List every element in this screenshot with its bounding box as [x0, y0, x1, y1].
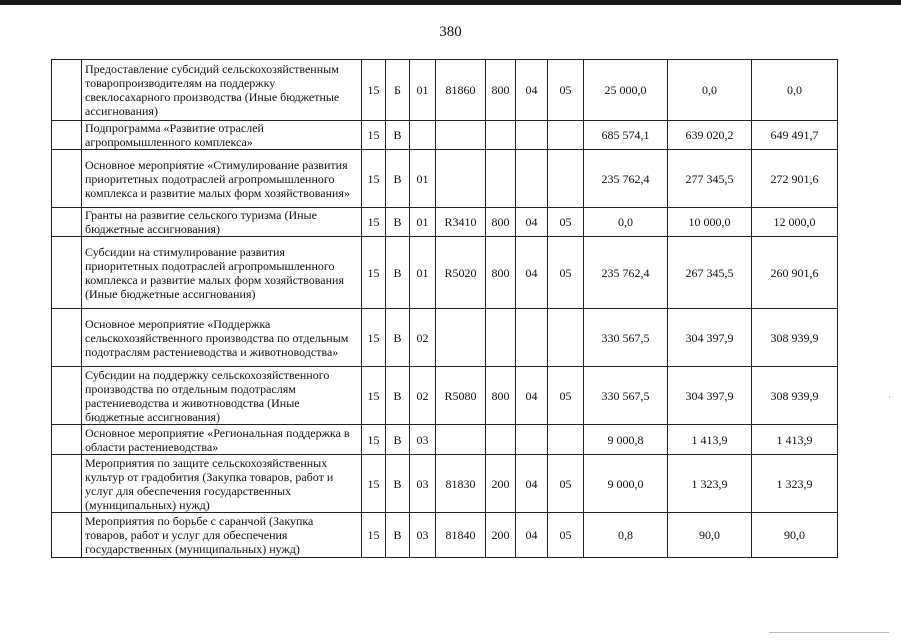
table-row	[52, 208, 838, 237]
item-name-cell: Мероприятия по борьбе с саранчой (Закупка товаров, работ и услуг для обеспечения государственных (муниципальных) нужд)	[82, 513, 362, 558]
code-cell-3: 01	[410, 208, 436, 237]
amount-cell-2: 1 413,9	[668, 425, 752, 455]
amount-cell-3: 90,0	[752, 513, 838, 558]
amount-cell-3: 649 491,7	[752, 121, 838, 150]
top-rule	[0, 0, 901, 5]
code-cell-4: R5080	[436, 367, 486, 425]
code-cell-6: 04	[516, 208, 548, 237]
code-cell-2: В	[386, 121, 410, 150]
amount-cell-2: 10 000,0	[668, 208, 752, 237]
code-cell-1: 15	[362, 121, 386, 150]
table-row	[52, 455, 838, 513]
code-cell-6: 04	[516, 455, 548, 513]
amount-cell-3: 0,0	[752, 60, 838, 121]
code-cell-2: В	[386, 208, 410, 237]
item-name-cell: Подпрограмма «Развитие отраслей агропромышленного комплекса»	[82, 121, 362, 150]
amount-cell-2: 639 020,2	[668, 121, 752, 150]
row-number-cell	[52, 150, 82, 208]
scan-mark: ·	[888, 392, 891, 402]
amount-cell-3: 308 939,9	[752, 367, 838, 425]
code-cell-2: В	[386, 425, 410, 455]
code-cell-7: 05	[548, 455, 584, 513]
scan-artifact-line	[769, 632, 889, 633]
amount-cell-3: 12 000,0	[752, 208, 838, 237]
amount-cell-1: 0,8	[584, 513, 668, 558]
code-cell-3: 02	[410, 309, 436, 367]
code-cell-4: 81830	[436, 455, 486, 513]
code-cell-5: 800	[486, 237, 516, 309]
budget-table	[51, 59, 838, 558]
row-number-cell	[52, 513, 82, 558]
code-cell-6: 04	[516, 367, 548, 425]
code-cell-3: 03	[410, 455, 436, 513]
table-row	[52, 513, 838, 558]
code-cell-3: 02	[410, 367, 436, 425]
code-cell-4	[436, 309, 486, 367]
code-cell-7	[548, 150, 584, 208]
code-cell-3: 01	[410, 150, 436, 208]
code-cell-3: 03	[410, 513, 436, 558]
code-cell-4: 81840	[436, 513, 486, 558]
code-cell-1: 15	[362, 150, 386, 208]
table-row	[52, 367, 838, 425]
amount-cell-3: 260 901,6	[752, 237, 838, 309]
row-number-cell	[52, 121, 82, 150]
code-cell-1: 15	[362, 425, 386, 455]
row-number-cell	[52, 425, 82, 455]
code-cell-3: 03	[410, 425, 436, 455]
amount-cell-1: 9 000,0	[584, 455, 668, 513]
amount-cell-2: 1 323,9	[668, 455, 752, 513]
code-cell-2: В	[386, 237, 410, 309]
code-cell-5: 800	[486, 367, 516, 425]
code-cell-6	[516, 150, 548, 208]
table-row	[52, 60, 838, 121]
code-cell-5	[486, 121, 516, 150]
amount-cell-1: 25 000,0	[584, 60, 668, 121]
code-cell-7: 05	[548, 60, 584, 121]
code-cell-6	[516, 121, 548, 150]
code-cell-5	[486, 309, 516, 367]
amount-cell-1: 235 762,4	[584, 150, 668, 208]
item-name-cell: Основное мероприятие «Региональная поддержка в области растениеводства»	[82, 425, 362, 455]
code-cell-4	[436, 425, 486, 455]
code-cell-7: 05	[548, 237, 584, 309]
code-cell-1: 15	[362, 60, 386, 121]
amount-cell-3: 1 323,9	[752, 455, 838, 513]
amount-cell-2: 304 397,9	[668, 367, 752, 425]
code-cell-5	[486, 425, 516, 455]
code-cell-4: R5020	[436, 237, 486, 309]
code-cell-2: В	[386, 367, 410, 425]
row-number-cell	[52, 367, 82, 425]
code-cell-1: 15	[362, 208, 386, 237]
code-cell-7: 05	[548, 513, 584, 558]
row-number-cell	[52, 455, 82, 513]
code-cell-3: 01	[410, 60, 436, 121]
code-cell-5: 200	[486, 455, 516, 513]
row-number-cell	[52, 208, 82, 237]
table-row	[52, 121, 838, 150]
amount-cell-1: 330 567,5	[584, 309, 668, 367]
code-cell-1: 15	[362, 513, 386, 558]
code-cell-2: В	[386, 455, 410, 513]
code-cell-2: Б	[386, 60, 410, 121]
code-cell-1: 15	[362, 455, 386, 513]
amount-cell-1: 0,0	[584, 208, 668, 237]
code-cell-6: 04	[516, 60, 548, 121]
row-number-cell	[52, 60, 82, 121]
code-cell-7	[548, 309, 584, 367]
code-cell-4	[436, 150, 486, 208]
code-cell-1: 15	[362, 367, 386, 425]
code-cell-6	[516, 309, 548, 367]
code-cell-5: 200	[486, 513, 516, 558]
code-cell-7	[548, 425, 584, 455]
amount-cell-2: 277 345,5	[668, 150, 752, 208]
code-cell-2: В	[386, 309, 410, 367]
table-row	[52, 309, 838, 367]
code-cell-6: 04	[516, 237, 548, 309]
table-row	[52, 425, 838, 455]
code-cell-2: В	[386, 513, 410, 558]
code-cell-1: 15	[362, 237, 386, 309]
code-cell-4	[436, 121, 486, 150]
code-cell-5: 800	[486, 60, 516, 121]
row-number-cell	[52, 309, 82, 367]
amount-cell-2: 267 345,5	[668, 237, 752, 309]
item-name-cell: Субсидии на стимулирование развития приоритетных подотраслей агропромышленного комплекса и развитие малых форм хозяйствования (Иные бюджетные ассигнования)	[82, 237, 362, 309]
amount-cell-2: 0,0	[668, 60, 752, 121]
code-cell-3	[410, 121, 436, 150]
code-cell-1: 15	[362, 309, 386, 367]
amount-cell-2: 304 397,9	[668, 309, 752, 367]
amount-cell-3: 1 413,9	[752, 425, 838, 455]
amount-cell-1: 685 574,1	[584, 121, 668, 150]
page-number: 380	[439, 24, 462, 40]
amount-cell-1: 330 567,5	[584, 367, 668, 425]
item-name-cell: Гранты на развитие сельского туризма (Иные бюджетные ассигнования)	[82, 208, 362, 237]
amount-cell-3: 272 901,6	[752, 150, 838, 208]
row-number-cell	[52, 237, 82, 309]
amount-cell-1: 9 000,8	[584, 425, 668, 455]
code-cell-7: 05	[548, 367, 584, 425]
code-cell-3: 01	[410, 237, 436, 309]
item-name-cell: Предоставление субсидий сельскохозяйственным товаропроизводителям на поддержку свеклосахарного производства (Иные бюджетные ассигнования)	[82, 60, 362, 121]
code-cell-6	[516, 425, 548, 455]
code-cell-4: 81860	[436, 60, 486, 121]
amount-cell-2: 90,0	[668, 513, 752, 558]
amount-cell-1: 235 762,4	[584, 237, 668, 309]
code-cell-5: 800	[486, 208, 516, 237]
table-row	[52, 237, 838, 309]
code-cell-5	[486, 150, 516, 208]
item-name-cell: Субсидии на поддержку сельскохозяйственного производства по отдельным подотраслям растениеводства и животноводства (Иные бюджетные ассигнования)	[82, 367, 362, 425]
code-cell-2: В	[386, 150, 410, 208]
item-name-cell: Мероприятия по защите сельскохозяйственных культур от градобития (Закупка товаров, работ и услуг для обеспечения государственных (муниципальных) нужд)	[82, 455, 362, 513]
table-row	[52, 150, 838, 208]
code-cell-4: R3410	[436, 208, 486, 237]
item-name-cell: Основное мероприятие «Стимулирование развития приоритетных подотраслей агропромышленного комплекса и развитие малых форм хозяйствования»	[82, 150, 362, 208]
amount-cell-3: 308 939,9	[752, 309, 838, 367]
item-name-cell: Основное мероприятие «Поддержка сельскохозяйственного производства по отдельным подотраслям растениеводства и животноводства»	[82, 309, 362, 367]
code-cell-6: 04	[516, 513, 548, 558]
code-cell-7	[548, 121, 584, 150]
code-cell-7: 05	[548, 208, 584, 237]
